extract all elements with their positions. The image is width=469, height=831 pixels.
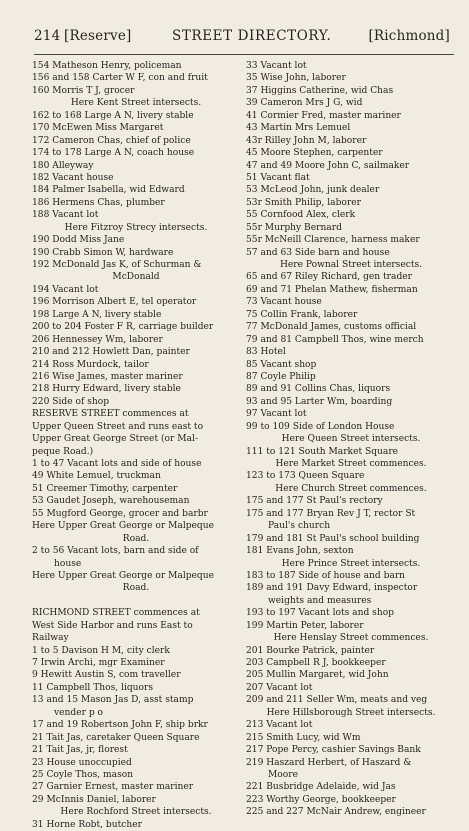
directory-entry: 218 Hurry Edward, livery stable xyxy=(32,384,181,395)
directory-entry: 216 Wise James, master mariner xyxy=(32,371,183,382)
directory-entry: 47 and 49 Moore John C, sailmaker xyxy=(246,160,410,171)
directory-entry: 219 Haszard Herbert, of Haszard & xyxy=(246,757,412,768)
directory-entry: 213 Vacant lot xyxy=(246,720,313,731)
directory-entry: 83 Hotel xyxy=(246,347,286,358)
header-rule xyxy=(34,54,454,55)
directory-entry: 203 Campbell R J, bookkeeper xyxy=(246,658,386,668)
intersection-note: Here Fitzroy Strecy intersects. xyxy=(64,222,208,233)
directory-entry: 9 Hewitt Austin S, com traveller xyxy=(32,670,181,681)
directory-entry: 162 to 168 Large A N, livery stable xyxy=(32,110,194,121)
intersection-note: Here Prince Street intersects. xyxy=(281,558,421,569)
directory-entry: 21 Tait Jas, jr, florest xyxy=(32,745,128,756)
directory-entry: 33 Vacant lot xyxy=(246,61,307,71)
directory-entry: 183 to 187 Side of house and barn xyxy=(246,570,406,581)
directory-entry: 57 and 63 Side barn and house xyxy=(246,247,390,258)
directory-entry: 51 Vacant flat xyxy=(246,172,310,183)
directory-entry: 85 Vacant shop xyxy=(246,359,317,370)
intersection-note: Road. xyxy=(122,583,150,594)
directory-entry: 99 to 109 Side of London House xyxy=(246,421,395,432)
directory-entry: Paul's church xyxy=(268,521,331,532)
directory-entry: 225 and 227 McNair Andrew, engineer xyxy=(246,807,426,818)
running-head-left: [Reserve] xyxy=(64,28,132,44)
directory-entry: 11 Campbell Thos, liquors xyxy=(32,682,154,693)
directory-entry: 215 Smith Lucy, wid Wm xyxy=(246,732,361,743)
directory-entry: Here Upper Great George or Malpeque xyxy=(32,521,214,532)
intersection-note: Here Hillsborough Street intersects. xyxy=(266,707,436,718)
directory-entry: 1 to 47 Vacant lots and side of house xyxy=(32,459,202,469)
page-title: STREET DIRECTORY. xyxy=(172,28,332,44)
directory-entry: Upper Queen Street and runs east to xyxy=(32,421,204,432)
directory-entry: 111 to 121 South Market Square xyxy=(246,446,399,457)
directory-entry: 65 and 67 Riley Richard, gen trader xyxy=(246,272,412,283)
page-header xyxy=(34,28,450,50)
directory-entry: 53 Gaudet Joseph, warehouseman xyxy=(32,496,190,507)
directory-entry: 189 and 191 Davy Edward, inspector xyxy=(246,583,418,594)
directory-entry: 201 Bourke Patrick, painter xyxy=(246,645,375,656)
intersection-note: Road. xyxy=(122,533,150,544)
directory-entry: 172 Cameron Chas, chief of police xyxy=(32,135,191,146)
directory-entry: 97 Vacant lot xyxy=(246,409,307,420)
directory-entry: 179 and 181 St Paul's school building xyxy=(246,533,420,544)
directory-entry: 190 Dodd Miss Jane xyxy=(32,235,125,246)
directory-entry: 205 Mullin Margaret, wid John xyxy=(246,670,389,681)
directory-entry: 1 to 5 Davison H M, city clerk xyxy=(32,645,170,656)
directory-entry: 207 Vacant lot xyxy=(246,682,313,693)
left-column xyxy=(32,60,240,831)
directory-entry: 184 Palmer Isabella, wid Edward xyxy=(32,185,185,196)
intersection-note: Here Queen Street intersects. xyxy=(281,434,421,445)
directory-entry: 181 Evans John, sexton xyxy=(246,546,354,557)
directory-entry: 209 and 211 Seller Wm, meats and veg xyxy=(246,695,428,706)
directory-entry: 31 Horne Robt, butcher xyxy=(32,819,142,830)
directory-entry: 7 Irwin Archi, mgr Examiner xyxy=(32,658,165,668)
directory-entry: 175 and 177 St Paul's rectory xyxy=(246,496,383,507)
directory-entry: 55 Cornfood Alex, clerk xyxy=(246,210,356,221)
directory-entry: 49 White Lemuel, truckman xyxy=(32,471,161,482)
directory-entry: 180 Alleyway xyxy=(32,160,94,171)
directory-entry: 87 Coyle Philip xyxy=(246,371,316,382)
directory-entry: RICHMOND STREET commences at xyxy=(32,608,200,619)
directory-entry: 43 Martin Mrs Lemuel xyxy=(246,123,351,134)
directory-entry: 73 Vacant house xyxy=(246,297,322,308)
directory-entry: 79 and 81 Campbell Thos, wine merch xyxy=(246,334,424,345)
directory-entry: 37 Higgins Catherine, wid Chas xyxy=(246,85,394,96)
directory-entry: 199 Martin Peter, laborer xyxy=(246,620,364,631)
directory-entry: 2 to 56 Vacant lots, barn and side of xyxy=(32,546,199,557)
directory-entry: 174 to 178 Large A N, coach house xyxy=(32,148,195,159)
intersection-note: Here Rochford Street intersects. xyxy=(60,807,212,818)
intersection-note: Here Church Street commences. xyxy=(275,483,427,494)
directory-entry: McDonald xyxy=(112,272,160,283)
directory-entry: 29 McInnis Daniel, laborer xyxy=(32,794,156,805)
directory-entry: 123 to 173 Queen Square xyxy=(246,471,365,482)
directory-entry: Moore xyxy=(268,769,298,780)
directory-entry: 43r Rilley John M, laborer xyxy=(246,135,367,146)
page-number: 214 xyxy=(34,28,61,44)
right-column xyxy=(246,60,456,819)
directory-entry: 182 Vacant house xyxy=(32,172,114,183)
directory-entry: 170 McEwen Miss Margaret xyxy=(32,123,164,134)
directory-entry: 196 Morrison Albert E, tel operator xyxy=(32,297,197,308)
directory-entry: 220 Side of shop xyxy=(32,396,110,407)
directory-entry: 45 Moore Stephen, carpenter xyxy=(246,148,383,159)
intersection-note: Here Henslay Street commences. xyxy=(273,633,429,644)
directory-entry: 223 Worthy George, bookkeeper xyxy=(246,794,396,805)
directory-entry: 194 Vacant lot xyxy=(32,284,99,295)
directory-entry: 200 to 204 Foster F R, carriage builder xyxy=(32,322,214,333)
intersection-note: Here Pownal Street intersects. xyxy=(279,260,423,270)
intersection-note: Here Market Street commences. xyxy=(275,459,427,469)
directory-entry: 89 and 91 Collins Chas, liquors xyxy=(246,384,391,395)
directory-entry: 193 to 197 Vacant lots and shop xyxy=(246,608,394,619)
running-head-right: [Richmond] xyxy=(368,28,450,44)
directory-entry: 51 Creemer Timothy, carpenter xyxy=(32,483,178,494)
directory-entry: 53 McLeod John, junk dealer xyxy=(246,185,380,196)
directory-entry: 93 and 95 Larter Wm, boarding xyxy=(246,396,393,407)
directory-entry: 21 Tait Jas, caretaker Queen Square xyxy=(32,732,200,743)
directory-entry: 221 Busbridge Adelaide, wid Jas xyxy=(246,782,396,793)
directory-entry: 198 Large A N, livery stable xyxy=(32,309,162,320)
directory-entry: 217 Pope Percy, cashier Savings Bank xyxy=(246,745,421,756)
directory-entry: 206 Hennessey Wm, laborer xyxy=(32,334,163,345)
directory-entry: 25 Coyle Thos, mason xyxy=(32,769,134,780)
directory-entry: West Side Harbor and runs East to xyxy=(32,620,193,631)
directory-entry: peque Road.) xyxy=(32,446,94,457)
directory-entry: 77 McDonald James, customs official xyxy=(246,322,417,333)
directory-entry: RESERVE STREET commences at xyxy=(32,409,189,420)
directory-entry: 69 and 71 Phelan Mathew, fisherman xyxy=(246,284,418,295)
directory-entry: vender p o xyxy=(54,707,104,718)
directory-entry: 17 and 19 Robertson John F, ship brkr xyxy=(32,720,208,731)
directory-entry: 214 Ross Murdock, tailor xyxy=(32,359,149,370)
directory-entry: 27 Garnier Ernest, master mariner xyxy=(32,782,194,793)
directory-entry: 156 and 158 Carter W F, con and fruit xyxy=(32,73,208,84)
directory-entry: house xyxy=(54,558,82,569)
directory-entry: 160 Morris T J, grocer xyxy=(32,85,135,96)
directory-entry: 55 Mugford George, grocer and barbr xyxy=(32,508,208,519)
directory-entry: Here Upper Great George or Malpeque xyxy=(32,570,214,581)
directory-entry: 175 and 177 Bryan Rev J T, rector St xyxy=(246,508,416,519)
directory-entry: 13 and 15 Mason Jas D, asst stamp xyxy=(32,695,194,706)
directory-entry: 188 Vacant lot xyxy=(32,210,99,221)
directory-entry: 35 Wise John, laborer xyxy=(246,73,346,84)
directory-entry: 210 and 212 Howlett Dan, painter xyxy=(32,347,190,358)
directory-entry: Upper Great George Street (or Mal- xyxy=(32,434,198,445)
directory-entry: 192 McDonald Jas K, of Schurman & xyxy=(32,260,202,270)
directory-entry: Railway xyxy=(32,633,69,644)
directory-entry: 39 Cameron Mrs J G, wid xyxy=(246,98,363,109)
directory-entry: 75 Collin Frank, laborer xyxy=(246,309,358,320)
intersection-note: Here Kent Street intersects. xyxy=(70,98,202,109)
directory-entry: 55r Murphy Bernard xyxy=(246,222,342,233)
directory-entry: weights and measures xyxy=(268,595,372,606)
directory-entry: 41 Cormier Fred, master mariner xyxy=(246,110,401,121)
directory-entry: 190 Crabb Simon W, hardware xyxy=(32,247,174,258)
directory-entry: 186 Hermens Chas, plumber xyxy=(32,197,165,208)
directory-entry: 53r Smith Philip, laborer xyxy=(246,197,361,208)
directory-entry: 154 Matheson Henry, policeman xyxy=(32,61,182,71)
directory-entry: 55r McNeill Clarence, harness maker xyxy=(246,235,420,246)
directory-entry xyxy=(32,595,240,607)
directory-entry: 23 House unoccupied xyxy=(32,757,132,768)
